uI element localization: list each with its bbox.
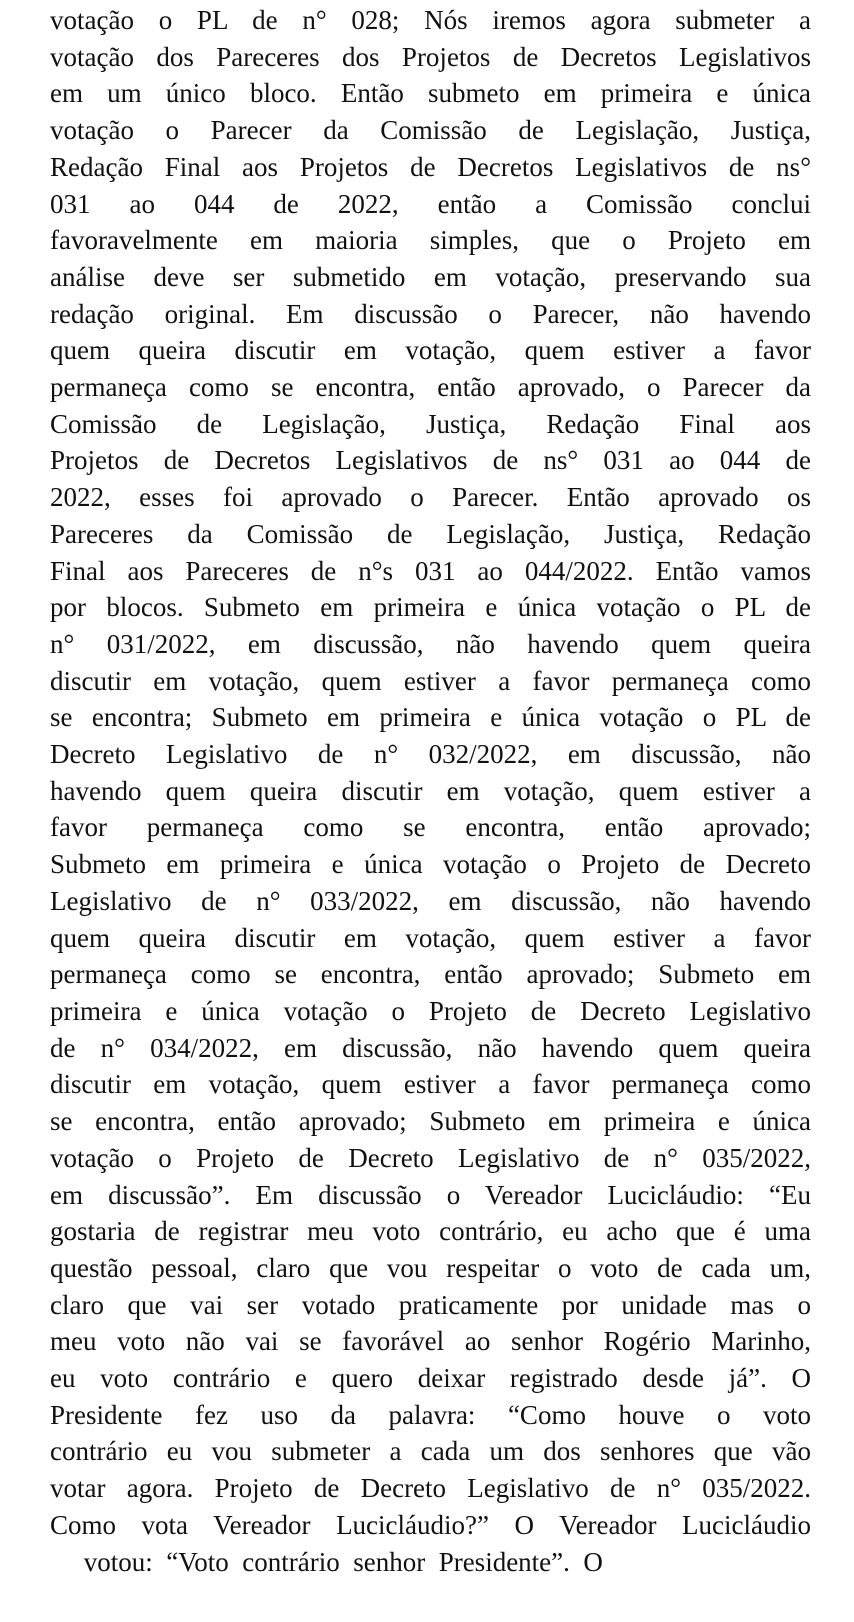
text-line: permaneça como se encontra, então aprovado; Submeto em bbox=[50, 959, 811, 990]
minutes-paragraph bbox=[50, 2, 811, 1580]
text-line: discutir em votação, quem estiver a favor permaneça como bbox=[50, 1069, 811, 1100]
text-line: Como vota Vereador Lucicláudio?” O Vereador Lucicláudio bbox=[50, 1509, 811, 1540]
text-line: Final aos Pareceres de n°s 031 ao 044/2022. Então vamos bbox=[50, 555, 811, 586]
text-line: favor permaneça como se encontra, então aprovado; bbox=[50, 812, 811, 843]
text-line: gostaria de registrar meu voto contrário, eu acho que é uma bbox=[50, 1216, 811, 1247]
text-line: Submeto em primeira e única votação o Projeto de Decreto bbox=[50, 849, 811, 880]
text-line: claro que vai ser votado praticamente por unidade mas o bbox=[50, 1289, 811, 1320]
text-line: Redação Final aos Projetos de Decretos Legislativos de ns° bbox=[50, 151, 811, 182]
text-line: Projetos de Decretos Legislativos de ns° 031 ao 044 de bbox=[50, 445, 811, 476]
text-line: Comissão de Legislação, Justiça, Redação Final aos bbox=[50, 408, 811, 439]
text-line: votar agora. Projeto de Decreto Legislativo de n° 035/2022. bbox=[50, 1473, 811, 1504]
text-line: redação original. Em discussão o Parecer, não havendo bbox=[50, 298, 811, 329]
text-line: em um único bloco. Então submeto em primeira e única bbox=[50, 78, 811, 109]
text-line: em discussão”. Em discussão o Vereador Lucicláudio: “Eu bbox=[50, 1179, 811, 1210]
text-line: contrário eu vou submeter a cada um dos senhores que vão bbox=[50, 1436, 811, 1467]
text-line: por blocos. Submeto em primeira e única votação o PL de bbox=[50, 592, 811, 623]
text-line: discutir em votação, quem estiver a favor permaneça como bbox=[50, 665, 811, 696]
text-line: votação dos Pareceres dos Projetos de Decretos Legislativos bbox=[50, 41, 811, 72]
text-line: Legislativo de n° 033/2022, em discussão, não havendo bbox=[50, 885, 811, 916]
text-line: Presidente fez uso da palavra: “Como houve o voto bbox=[50, 1399, 811, 1430]
text-line: Decreto Legislativo de n° 032/2022, em discussão, não bbox=[50, 739, 811, 770]
text-line: havendo quem queira discutir em votação, quem estiver a bbox=[50, 775, 811, 806]
text-line: primeira e única votação o Projeto de Decreto Legislativo bbox=[50, 995, 811, 1026]
text-line: 2022, esses foi aprovado o Parecer. Então aprovado os bbox=[50, 482, 811, 513]
text-line: eu voto contrário e quero deixar registrado desde já”. O bbox=[50, 1363, 811, 1394]
text-line: questão pessoal, claro que vou respeitar o voto de cada um, bbox=[50, 1252, 811, 1283]
text-line: se encontra, então aprovado; Submeto em primeira e única bbox=[50, 1106, 811, 1137]
text-line: quem queira discutir em votação, quem estiver a favor bbox=[50, 922, 811, 953]
document-page bbox=[50, 2, 811, 1622]
text-line: favoravelmente em maioria simples, que o Projeto em bbox=[50, 225, 811, 256]
text-line: Pareceres da Comissão de Legislação, Justiça, Redação bbox=[50, 518, 811, 549]
text-line: n° 031/2022, em discussão, não havendo quem queira bbox=[50, 628, 811, 659]
text-line: meu voto não vai se favorável ao senhor Rogério Marinho, bbox=[50, 1326, 811, 1357]
text-line: votação o PL de n° 028; Nós iremos agora submeter a bbox=[50, 5, 811, 35]
text-line: 031 ao 044 de 2022, então a Comissão conclui bbox=[50, 188, 811, 219]
text-line: votação o Parecer da Comissão de Legislação, Justiça, bbox=[50, 115, 811, 146]
text-line: permaneça como se encontra, então aprovado, o Parecer da bbox=[50, 372, 811, 403]
text-line: se encontra; Submeto em primeira e única votação o PL de bbox=[50, 702, 811, 733]
text-line: análise deve ser submetido em votação, preservando sua bbox=[50, 261, 811, 292]
text-line: de n° 034/2022, em discussão, não havendo quem queira bbox=[50, 1032, 811, 1063]
text-line: votação o Projeto de Decreto Legislativo de n° 035/2022, bbox=[50, 1142, 811, 1173]
text-line: quem queira discutir em votação, quem estiver a favor bbox=[50, 335, 811, 366]
text-line-partial: votou: “Voto contrário senhor Presidente”. O bbox=[50, 1546, 603, 1577]
